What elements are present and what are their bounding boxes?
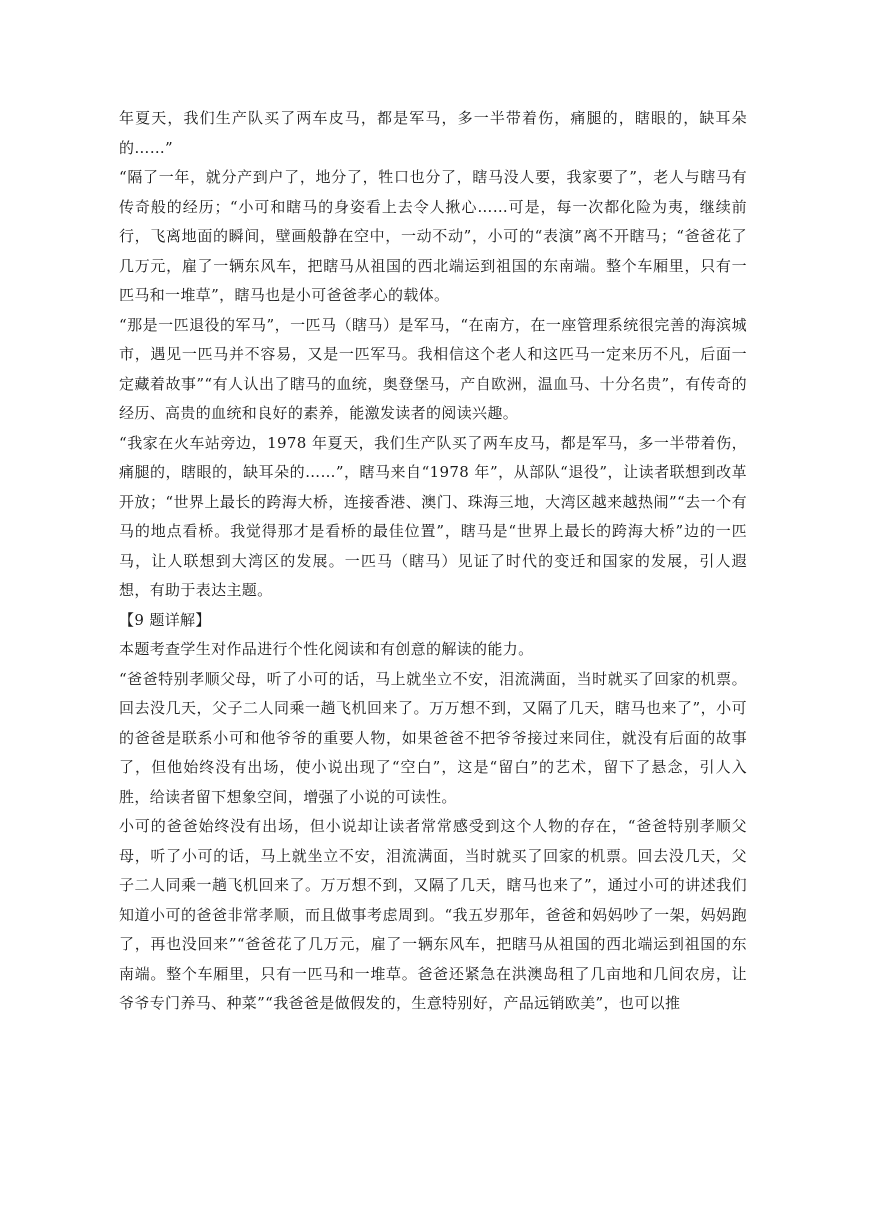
document-body	[119, 104, 747, 1019]
paragraph-question-intro: 本题考查学生对作品进行个性化阅读和有创意的解读的能力。	[119, 640, 534, 658]
paragraph-blind-horse-experience: “隔了一年，就分产到户了，地分了，牲口也分了，瞎马没人要，我家要了”，老人与瞎马有传奇般的经历；“小可和瞎马的身姿看上去令人揪心……可是，每一次都化险为夷，继续前行，飞离地面的瞬间，壁画般静在空中，一动不动”，小可的“表演”离不开瞎马；“爸爸花了几万元，雇了一辆东风车，把瞎马从祖国的西北端运到祖国的东南端。整个车厢里，只有一匹马和一堆草”，瞎马也是小可爸爸孝心的载体。	[119, 168, 747, 304]
paragraph-blank-art: “爸爸特别孝顺父母，听了小可的话，马上就坐立不安，泪流满面，当时就买了回家的机票。回去没几天，父子二人同乘一趟飞机回来了。万万想不到，又隔了几天，瞎马也来了”，小可的爸爸是联系小可和他爷爷的重要人物，如果爸爸不把爷爷接过来同住，就没有后面的故事了，但他始终没有出场，使小说出现了“空白”，这是“留白”的艺术，留下了悬念，引人入胜，给读者留下想象空间，增强了小说的可读性。	[119, 669, 747, 806]
paragraph-continuation: 年夏天，我们生产队买了两车皮马，都是军马，多一半带着伤，痛腿的，瞎眼的，缺耳朵的……”	[119, 109, 747, 157]
paragraph-era-development: “我家在火车站旁边，1978 年夏天，我们生产队买了两车皮马，都是军马，多一半带着伤，痛腿的，瞎眼的，缺耳朵的……”，瞎马来自“1978 年”，从部队“退役”，让读者联想到改革开放；“世界上最长的跨海大桥，连接香港、澳门、珠海三地，大湾区越来越热闹”“去一个有马的地点看桥。我觉得那才是看桥的最佳位置”，瞎马是“世界上最长的跨海大桥”边的一匹马，让人联想到大湾区的发展。一匹马（瞎马）见证了时代的变迁和国家的发展，引人遐想，有助于表达主题。	[119, 433, 747, 599]
paragraph-father-presence: 小可的爸爸始终没有出场，但小说却让读者常常感受到这个人物的存在，“爸爸特别孝顺父母，听了小可的话，马上就坐立不安，泪流满面，当时就买了回家的机票。回去没几天，父子二人同乘一趟飞机回来了。万万想不到，又隔了几天，瞎马也来了”，通过小可的讲述我们知道小可的爸爸非常孝顺，而且做事考虑周到。“我五岁那年，爸爸和妈妈吵了一架，妈妈跑了，再也没回来”“爸爸花了几万元，雇了一辆东风车，把瞎马从祖国的西北端运到祖国的东南端。整个车厢里，只有一匹马和一堆草。爸爸还紧急在洪澳岛租了几亩地和几间农房，让爷爷专门养马、种菜”“我爸爸是做假发的，生意特别好，产品远销欧美”，也可以推	[119, 817, 747, 1012]
section-heading: 【9 题详解】	[119, 610, 211, 629]
paragraph-military-horse: “那是一匹退役的军马”，一匹马（瞎马）是军马，“在南方，在一座管理系统很完善的海滨城市，遇见一匹马并不容易，又是一匹军马。我相信这个老人和这匹马一定来历不凡，后面一定藏着故事”“有人认出了瞎马的血统，奥登堡马，产自欧洲，温血马、十分名贵”，有传奇的经历、高贵的血统和良好的素养，能激发读者的阅读兴趣。	[119, 315, 747, 422]
